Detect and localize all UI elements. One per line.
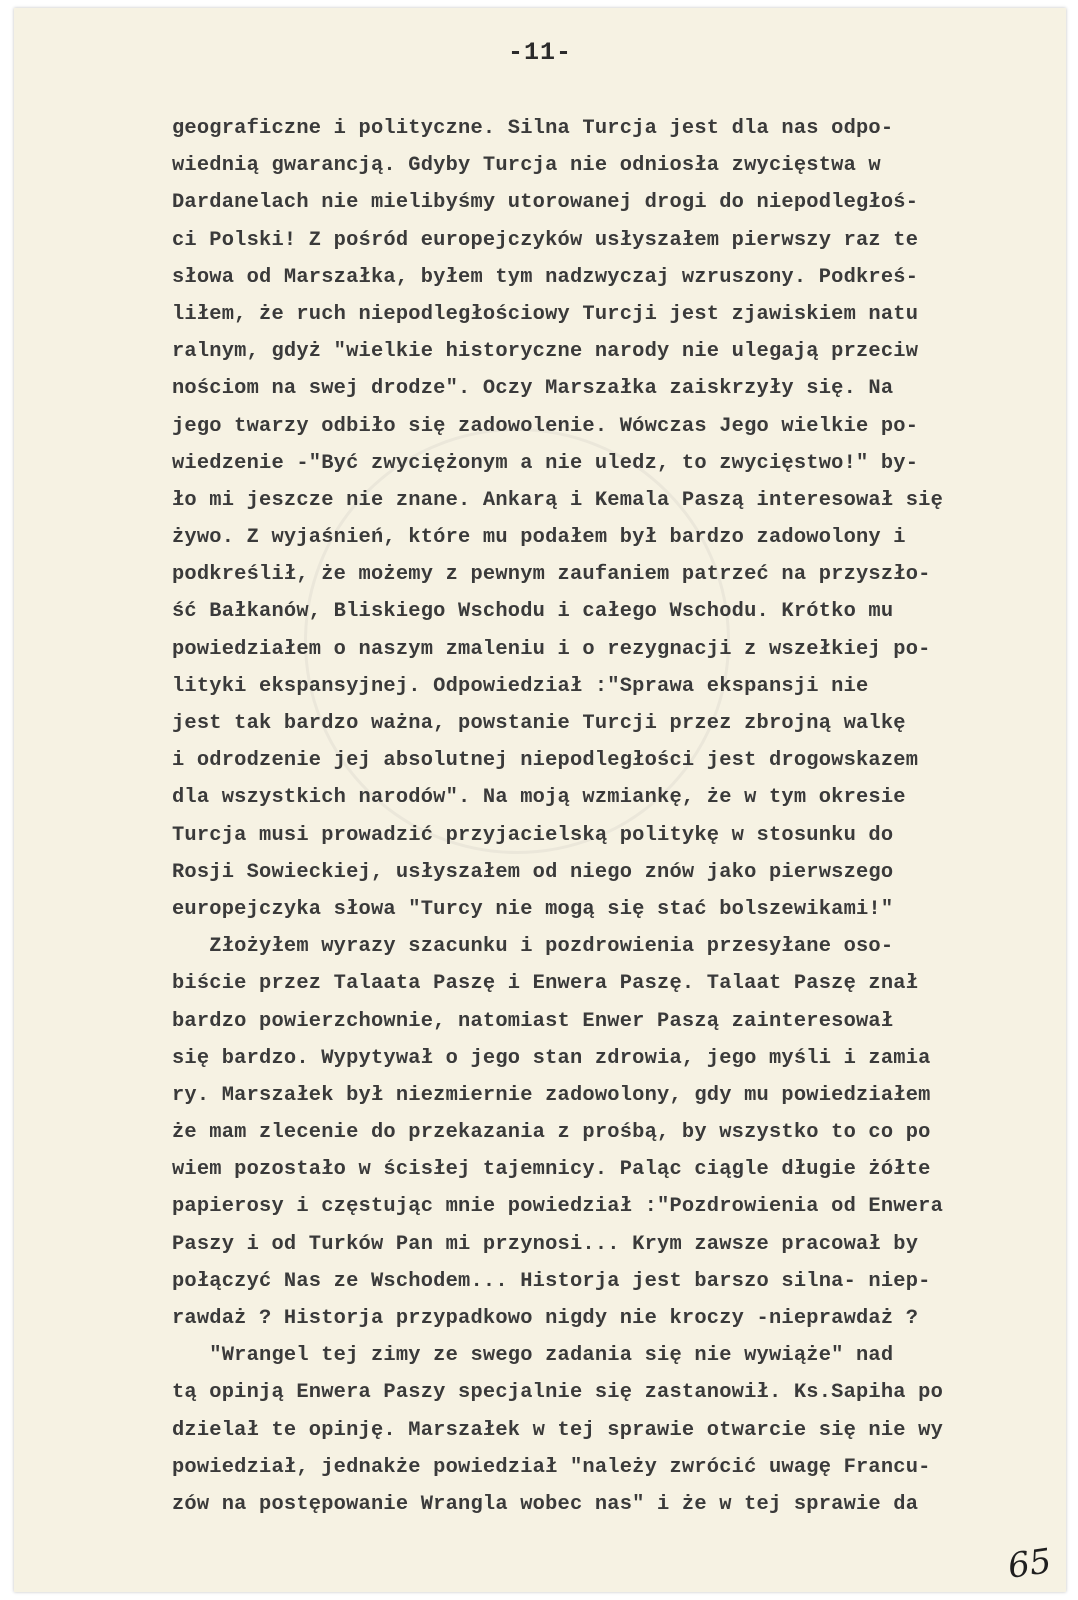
text-line: jest tak bardzo ważna, powstanie Turcji przez zbrojną walkę (172, 712, 906, 735)
text-line: Turcja musi prowadzić przyjacielską politykę w stosunku do (172, 823, 894, 847)
text-line: jego twarzy odbiło się zadowolenie. Wówczas Jego wielkie po- (172, 414, 919, 438)
text-line: ść Bałkanów, Bliskiego Wschodu i całego Wschodu. Krótko mu (172, 600, 894, 624)
text-line: liłem, że ruch niepodległościowy Turcji jest zjawiskiem natu (172, 302, 919, 326)
text-line: Rosji Sowieckiej, usłyszałem od niego znów jako pierwszego (172, 860, 894, 884)
text-line: papierosy i częstując mnie powiedział :"Pozdrowienia od Enwera (172, 1195, 944, 1219)
text-line: się bardzo. Wypytywał o jego stan zdrowia, jego myśli i zamia (172, 1046, 931, 1070)
text-line: wiednią gwarancją. Gdyby Turcja nie odniosła zwycięstwa w (172, 154, 881, 178)
handwritten-page-number: 65 (1005, 1541, 1054, 1587)
text-line: bardzo powierzchownie, natomiast Enwer Paszą zainteresował (172, 1009, 894, 1033)
text-line: słowa od Marszałka, byłem tym nadzwyczaj wzruszony. Podkreś- (172, 265, 919, 289)
text-line: tą opinją Enwera Paszy specjalnie się zastanowił. Ks.Sapiha po (172, 1381, 944, 1405)
text-line: Dardanelach nie mielibyśmy utorowanej drogi do niepodległoś- (172, 191, 919, 215)
text-line: Złożyłem wyrazy szacunku i pozdrowienia przesyłane oso- (172, 935, 894, 959)
text-line: geograficzne i polityczne. Silna Turcja jest dla nas odpo- (172, 117, 894, 140)
text-line: ło mi jeszcze nie znane. Ankarą i Kemala Paszą interesował się (172, 488, 944, 512)
text-line: wiedzenie -"Być zwyciężonym a nie uledz, to zwycięstwo!" by- (172, 451, 919, 475)
text-line: lityki ekspansyjnej. Odpowiedział :"Sprawa ekspansji nie (172, 674, 869, 698)
text-line: dzielał te opinję. Marszałek w tej sprawie otwarcie się nie wy (172, 1418, 944, 1442)
document-page (14, 8, 1066, 1592)
text-line: że mam zlecenie do przekazania z prośbą, by wszystko to co po (172, 1121, 931, 1145)
text-line: nościom na swej drodze". Oczy Marszałka zaiskrzyły się. Na (172, 377, 894, 401)
text-line: połączyć Nas ze Wschodem... Historja jest barszo silna- niep- (172, 1269, 931, 1293)
text-line: rawdaż ? Historja przypadkowo nigdy nie kroczy -nieprawdaż ? (172, 1307, 919, 1330)
text-line: podkreślił, że możemy z pewnym zaufaniem patrzeć na przyszło- (172, 563, 931, 587)
text-line: powiedziałem o naszym zmaleniu i o rezygnacji z wszełkiej po- (172, 637, 931, 661)
text-line: żywo. Z wyjaśnień, które mu podałem był bardzo zadowolony i (172, 526, 906, 550)
text-line: i odrodzenie jej absolutnej niepodległości jest drogowskazem (172, 749, 919, 773)
typewritten-body (172, 110, 1052, 1523)
text-line: ralnym, gdyż "wielkie historyczne narody nie ulegają przeciw (172, 340, 919, 364)
text-line: biście przez Talaata Paszę i Enwera Paszę. Talaat Paszę znał (172, 972, 919, 996)
text-line: "Wrangel tej zimy ze swego zadania się nie wywiąże" nad (172, 1344, 894, 1368)
text-line: powiedział, jednakże powiedział "należy zwrócić uwagę Francu- (172, 1455, 931, 1479)
page-number: -11- (507, 38, 572, 67)
text-line: europejczyka słowa "Turcy nie mogą się stać bolszewikami!" (172, 897, 894, 921)
text-line: dla wszystkich narodów". Na moją wzmiankę, że w tym okresie (172, 786, 906, 810)
text-line: zów na postępowanie Wrangla wobec nas" i że w tej sprawie da (172, 1492, 919, 1516)
text-line: Paszy i od Turków Pan mi przynosi... Krym zawsze pracował by (172, 1232, 919, 1256)
text-line: wiem pozostało w ścisłej tajemnicy. Paląc ciągle długie żółte (172, 1158, 931, 1182)
text-line: ry. Marszałek był niezmiernie zadowolony, gdy mu powiedziałem (172, 1083, 931, 1107)
text-line: ci Polski! Z pośród europejczyków usłyszałem pierwszy raz te (172, 228, 919, 252)
